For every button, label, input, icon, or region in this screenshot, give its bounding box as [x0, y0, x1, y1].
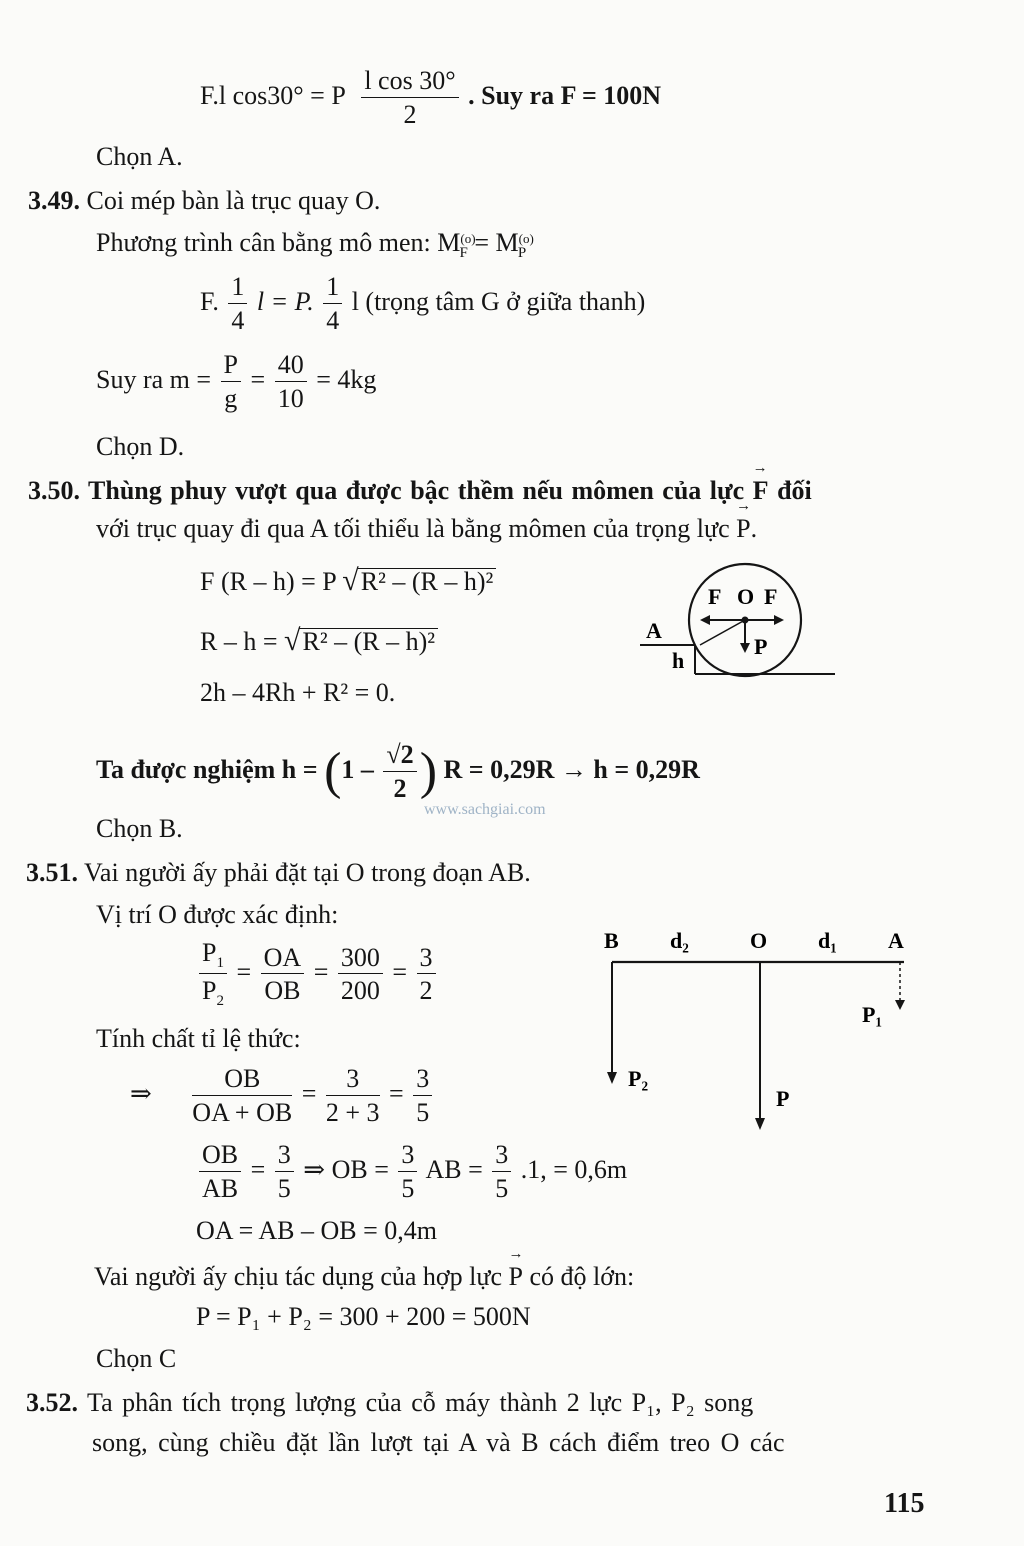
fraction: $\frac{\text{l cos 30°}}{2}$ [361, 66, 458, 130]
proportion-eq-2: $\frac{OB}{AB}$ = $\frac{3}{5}$ ⇒ OB = $\frac{3}{5}$ AB = $\frac{3}{5}$ .1, = 0,6m [196, 1140, 627, 1204]
problem-3-50: 3.50. Thùng phuy vượt qua được bậc thềm nếu mômen của lực → F đối [28, 478, 812, 504]
moment-equation: Phương trình cân bằng mô men: $M_{(o)F} = M_{(o)P}$ [96, 228, 534, 262]
drum-solution: Ta được nghiệm h = (1 – $\frac{√2}{2}$ ) R = 0,29R → h = 0,29R [96, 740, 700, 803]
label-F-left: F [708, 584, 722, 609]
label-P: P [754, 634, 768, 659]
label-d2: d₂ [670, 928, 689, 953]
answer-line: Chọn C [96, 1344, 177, 1373]
mass-result: Suy ra m = $\frac{P}{g}$ = $\frac{40}{10}$ = 4kg [96, 350, 377, 413]
label-F-right: F [764, 584, 778, 609]
lever-diagram [600, 928, 920, 1148]
label-O: O [750, 928, 768, 953]
problem-3-49: 3.49. Coi mép bàn là trục quay O. [28, 186, 381, 215]
label-d1: d₁ [818, 928, 837, 953]
moment-equation-2: F. $\frac{1}{4}$ l = P. $\frac{1}{4}$ l (trọng tâm G ở giữa thanh) [200, 272, 646, 335]
equation-torque-line: F.l cos30° = P $\frac{\text{l cos 30°}}{2}$ . Suy ra F = 100N [200, 66, 662, 129]
drum-diagram [640, 560, 840, 690]
label-h: h [672, 648, 685, 673]
drum-eq-3: 2h – 4Rh + R² = 0. [200, 678, 396, 707]
resultant-force-sum: P = P₁ + P₂ = 300 + 200 = 500N [196, 1302, 531, 1331]
answer-line: Chọn D. [96, 432, 185, 461]
drum-eq-1: F (R – h) = P √R² – (R – h)² [200, 566, 496, 596]
problem-3-50-line2: với trục quay đi qua A tối thiểu là bằng mômen của trọng lực → P. [96, 516, 757, 542]
problem-3-51: 3.51. Vai người ấy phải đặt tại O trong đoạn AB. [26, 858, 531, 887]
ratio-equation: $\frac{P_1}{P_2}$ = $\frac{OA}{OB}$ = $\frac{300}{200}$ = $\frac{3}{2}$ [196, 938, 439, 1011]
watermark: www.sachgiai.com [424, 801, 546, 818]
label-A: A [888, 928, 904, 953]
page-number: 115 [884, 1488, 925, 1519]
oa-result: OA = AB – OB = 0,4m [196, 1216, 437, 1245]
problem-3-52-line2: song, cùng chiều đặt lần lượt tại A và B cách điểm treo O các [92, 1428, 785, 1457]
label-B: B [604, 928, 619, 953]
problem-3-51-line2: Vị trí O được xác định: [96, 900, 339, 929]
label-O: O [737, 584, 755, 609]
label-P: P [776, 1086, 790, 1111]
resultant-force-line: Vai người ấy chịu tác dụng của hợp lực → P có độ lớn: [94, 1264, 634, 1290]
label-A: A [646, 618, 662, 643]
problem-number: 3.49. [28, 186, 80, 215]
problem-3-52: 3.52. Ta phân tích trọng lượng của cỗ máy thành 2 lực P₁, P₂ song [26, 1388, 754, 1417]
drum-eq-2: R – h = √R² – (R – h)² [200, 626, 438, 656]
label-P2: P₂ [628, 1066, 649, 1091]
proportion-eq-1: ⇒ $\frac{OB}{OA + OB}$ = $\frac{3}{2 + 3}$ = $\frac{3}{5}$ [130, 1064, 435, 1128]
answer-line: Chọn A. [96, 142, 183, 171]
answer-line: Chọn B. [96, 814, 183, 843]
proportion-heading: Tính chất tỉ lệ thức: [96, 1024, 301, 1053]
label-P1: P₁ [862, 1002, 883, 1027]
